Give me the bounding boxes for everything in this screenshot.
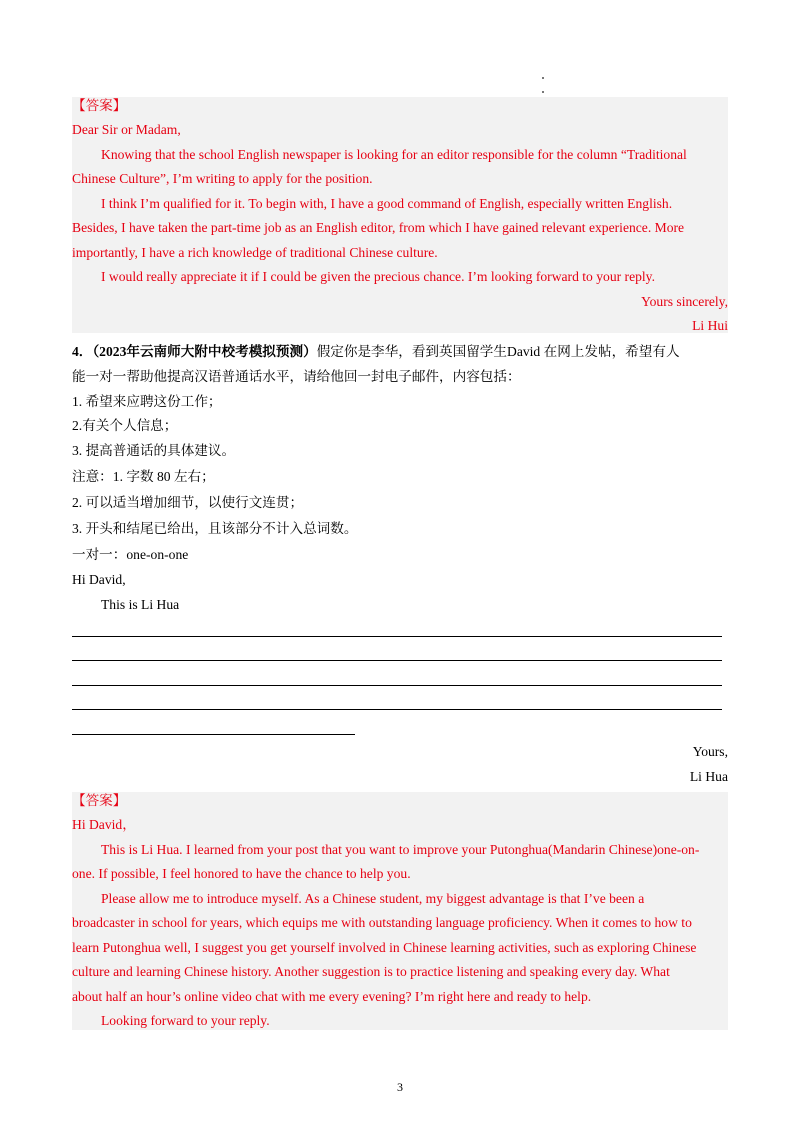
answer1-signature: Li Hui [692, 318, 728, 333]
note-item: 2. 可以适当增加细节，以使行文连贯； [72, 495, 304, 510]
answer2-line: about half an hour’s online video chat with me every evening? I’m right here and ready to help. [72, 989, 592, 1004]
corner-mark [542, 91, 544, 93]
question-source: （2023年云南师大附中校考模拟预测） [92, 344, 317, 359]
answer2-line: broadcaster in school for years, which equips me with outstanding language proficiency. When it comes to how to [72, 915, 692, 930]
answer1-line: Chinese Culture”, I’m writing to apply for the position. [72, 171, 373, 186]
answer2-line: This is Li Hua. I learned from your post that you want to improve your Putonghua(Mandarin Chinese)one-on- [101, 842, 700, 857]
question4-heading [72, 340, 680, 365]
writing-line [72, 636, 722, 637]
answer2-greeting: Hi David， [72, 817, 136, 832]
answer1-line: I would really appreciate it if I could be given the precious chance. I’m looking forward to your reply. [101, 269, 655, 284]
answer1-line: Besides, I have taken the part-time job as an English editor, from which I have gained relevant experience. More [72, 220, 685, 235]
answer1-closing: Yours sincerely, [641, 294, 728, 309]
answer-label: 【答案】 [72, 793, 127, 808]
answer2-line: Please allow me to introduce myself. As a Chinese student, my biggest advantage is that I’ve been a [101, 891, 645, 906]
answer2-line: Looking forward to your reply. [101, 1013, 270, 1028]
question-prompt: 假定你是李华，看到英国留学生David 在网上发帖，希望有人 [316, 344, 680, 359]
writing-line [72, 734, 355, 735]
writing-line [72, 660, 722, 661]
requirement-item: 2.有关个人信息； [72, 418, 178, 433]
answer1-line: I think I’m qualified for it. To begin with, I have a good command of English, especially written English. [101, 196, 673, 211]
page-number: 3 [397, 1080, 403, 1094]
letter-closing: Yours, [692, 744, 728, 759]
answer-label: 【答案】 [72, 98, 127, 113]
letter-opening: This is Li Hua [101, 597, 180, 612]
answer1-line: importantly, I have a rich knowledge of traditional Chinese culture. [72, 245, 438, 260]
letter-greeting: Hi David, [72, 572, 126, 587]
corner-mark [542, 77, 544, 79]
note-item: 注意：1. 字数 80 左右； [72, 469, 215, 484]
question-number: 4． [72, 344, 93, 359]
writing-line [72, 685, 722, 686]
answer2-line: one. If possible, I feel honored to have the chance to help you. [72, 866, 411, 881]
requirement-item: 1. 希望来应聘这份工作； [72, 394, 222, 409]
glossary: 一对一：one-on-one [72, 547, 189, 562]
requirement-item: 3. 提高普通话的具体建议。 [72, 443, 236, 458]
answer2-line: culture and learning Chinese history. Another suggestion is to practice listening and speaking every day. What [72, 964, 670, 979]
writing-line [72, 709, 722, 710]
letter-signature: Li Hua [689, 769, 728, 784]
answer1-line: Knowing that the school English newspaper is looking for an editor responsible for the column “Traditional [101, 147, 687, 162]
question-prompt-continued: 能一对一帮助他提高汉语普通话水平，请给他回一封电子邮件，内容包括： [72, 369, 521, 384]
answer1-greeting: Dear Sir or Madam, [72, 122, 181, 137]
note-item: 3. 开头和结尾已给出，且该部分不计入总词数。 [72, 521, 358, 536]
answer2-line: learn Putonghua well, I suggest you get yourself involved in Chinese learning activities, such as exploring Chinese [72, 940, 697, 955]
